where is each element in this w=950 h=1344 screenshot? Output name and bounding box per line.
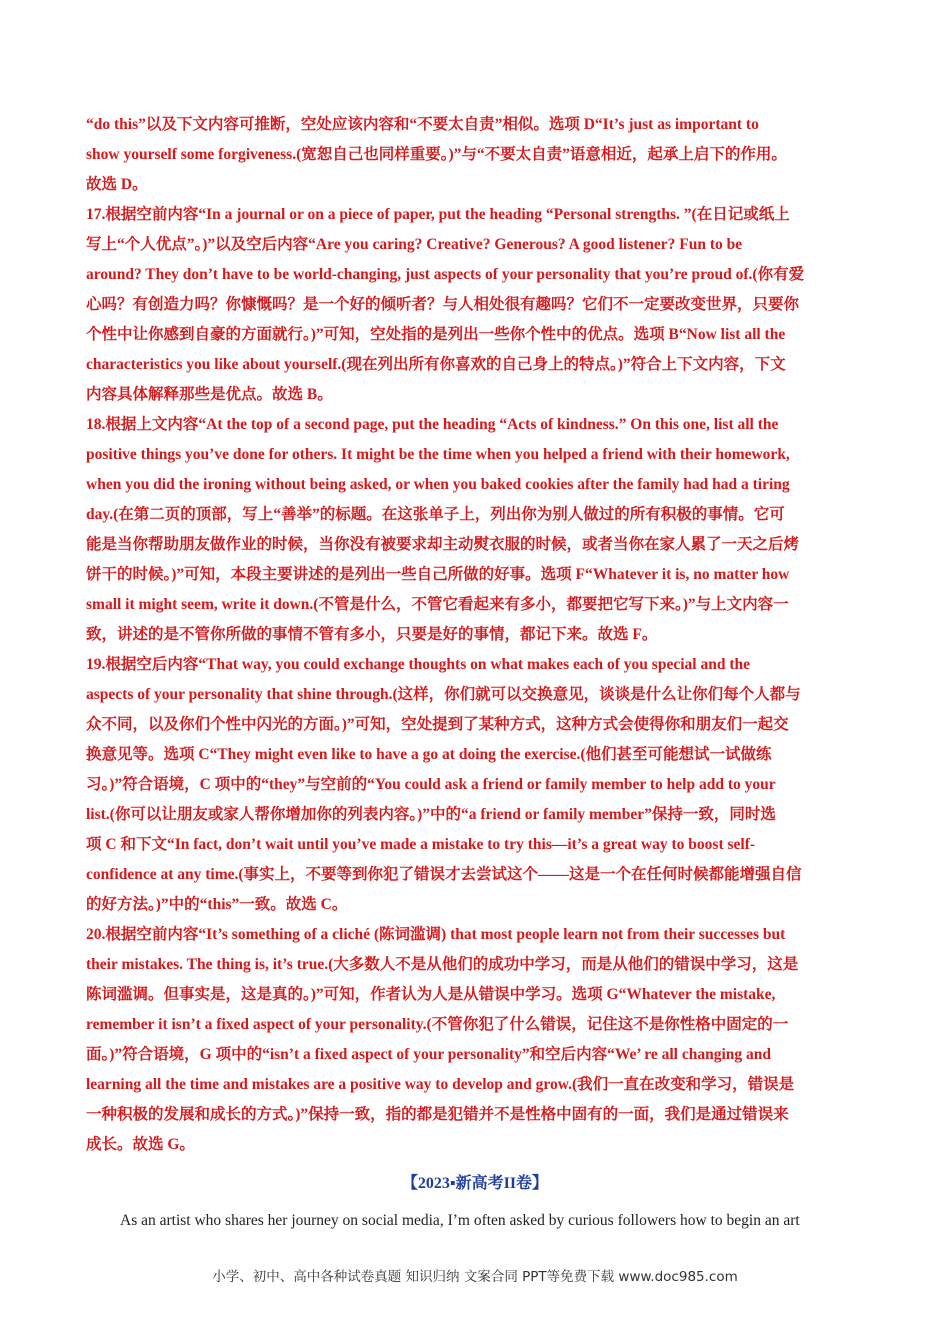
- explanation-line: 内容具体解释那些是优点。故选 B。: [86, 386, 333, 403]
- explanation-line: 面。)”符合语境，G 项中的“isn’t a fixed aspect of your personality”和空后内容“We’ re all changing and: [86, 1046, 772, 1063]
- explanation-line: 换意见等。选项 C“They might even like to have a go at doing the exercise.(他们甚至可能想试一试做练: [86, 746, 772, 763]
- explanation-line: list.(你可以让朋友或家人帮你增加你的列表内容。)”中的“a friend or family member”保持一致，同时选: [86, 806, 776, 823]
- explanation-line: 心吗？有创造力吗？你慷慨吗？是一个好的倾听者？与人相处很有趣吗？它们不一定要改变世界，只要你: [86, 296, 800, 313]
- explanation-line: remember it isn’t a fixed aspect of your personality.(不管你犯了什么错误，记住这不是你性格中固定的一: [86, 1016, 789, 1033]
- explanation-paragraph: [86, 650, 864, 920]
- explanation-line: 19.根据空后内容“That way, you could exchange thoughts on what makes each of you special and the: [86, 656, 750, 673]
- section-title: 【2023▪新高考II卷】: [401, 1175, 549, 1192]
- explanation-line: “do this”以及下文内容可推断，空处应该内容和“不要太自责”相似。选项 D“It’s just as important to: [86, 116, 759, 133]
- explanation-paragraph: [86, 410, 864, 650]
- explanation-line: learning all the time and mistakes are a positive way to develop and grow.(我们一直在改变和学习，错误是: [86, 1076, 795, 1093]
- explanation-line: 20.根据空前内容“It’s something of a cliché (陈词滥调) that most people learn not from their successes but: [86, 926, 786, 943]
- explanation-line: characteristics you like about yourself.(现在列出所有你喜欢的自己身上的特点。)”符合上下文内容，下文: [86, 356, 786, 373]
- explanation-line: 18.根据上文内容“At the top of a second page, put the heading “Acts of kindness.” On this one, list all the: [86, 416, 779, 433]
- explanation-line: aspects of your personality that shine through.(这样，你们就可以交换意见，谈谈是什么让你们每个人都与: [86, 686, 801, 703]
- explanation-line: 陈词滥调。但事实是，这是真的。)”可知，作者认为人是从错误中学习。选项 G“Whatever the mistake,: [86, 986, 776, 1003]
- explanation-line: around? They don’t have to be world-changing, just aspects of your personality that you’re proud of.(你有爱: [86, 266, 805, 283]
- explanation-line: day.(在第二页的顶部，写上“善举”的标题。在这张单子上，列出你为别人做过的所有积极的事情。它可: [86, 506, 785, 523]
- explanation-paragraph: [86, 920, 864, 1160]
- explanation-line: 个性中让你感到自豪的方面就行。)”可知，空处指的是列出一些你个性中的优点。选项 B“Now list all the: [86, 326, 786, 343]
- explanation-line: 习。)”符合语境，C 项中的“they”与空前的“You could ask a friend or family member to help add to your: [86, 776, 776, 793]
- explanation-line: 能是当你帮助朋友做作业的时候，当你没有被要求却主动熨衣服的时候，或者当你在家人累了一天之后烤: [86, 536, 800, 553]
- explanation-line: when you did the ironing without being asked, or when you baked cookies after the family had had a tiring: [86, 476, 790, 493]
- explanation-line: 众不同，以及你们个性中闪光的方面。)”可知，空处提到了某种方式，这种方式会使得你和朋友们一起交: [86, 716, 789, 733]
- explanation-line: 的好方法。)”中的“this”一致。故选 C。: [86, 896, 348, 913]
- explanation-line: 写上“个人优点”。)”以及空后内容“Are you caring? Creative? Generous? A good listener? Fun to be: [86, 236, 743, 253]
- explanation-line: show yourself some forgiveness.(宽恕自己也同样重要。)”与“不要太自责”语意相近，起承上启下的作用。: [86, 146, 787, 163]
- explanation-line: 一种积极的发展和成长的方式。)”保持一致，指的都是犯错并不是性格中固有的一面，我们是通过错误来: [86, 1106, 789, 1123]
- explanation-line: 饼干的时候。)”可知，本段主要讲述的是列出一些自己所做的好事。选项 F“Whatever it is, no matter how: [86, 566, 790, 583]
- explanation-line: confidence at any time.(事实上，不要等到你犯了错误才去尝试这个——这是一个在任何时候都能增强自信: [86, 866, 802, 883]
- explanation-line: 项 C 和下文“In fact, don’t wait until you’ve made a mistake to try this—it’s a great way to boost self-: [86, 836, 756, 853]
- page-footer: 小学、初中、高中各种试卷真题 知识归纳 文案合同 PPT等免费下载 www.doc985.com: [212, 1269, 738, 1285]
- explanation-paragraph: [86, 110, 864, 200]
- explanation-line: 17.根据空前内容“In a journal or on a piece of paper, put the heading “Personal strengths. ”(在日记或纸上: [86, 206, 790, 223]
- explanation-line: 致，讲述的是不管你所做的事情不管有多小，只要是好的事情，都记下来。故选 F。: [86, 626, 658, 643]
- passage-first-line: As an artist who shares her journey on social media, I’m often asked by curious followers how to begin an art: [120, 1212, 800, 1229]
- explanation-line: small it might seem, write it down.(不管是什么，不管它看起来有多小，都要把它写下来。)”与上文内容一: [86, 596, 789, 613]
- explanation-line: their mistakes. The thing is, it’s true.(大多数人不是从他们的成功中学习，而是从他们的错误中学习，这是: [86, 956, 799, 973]
- explanation-line: 成长。故选 G。: [86, 1136, 195, 1153]
- explanation-line: positive things you’ve done for others. It might be the time when you helped a friend with their homework,: [86, 446, 790, 463]
- answer-explanations: [86, 110, 864, 1160]
- explanation-paragraph: [86, 200, 864, 410]
- explanation-line: 故选 D。: [86, 176, 148, 193]
